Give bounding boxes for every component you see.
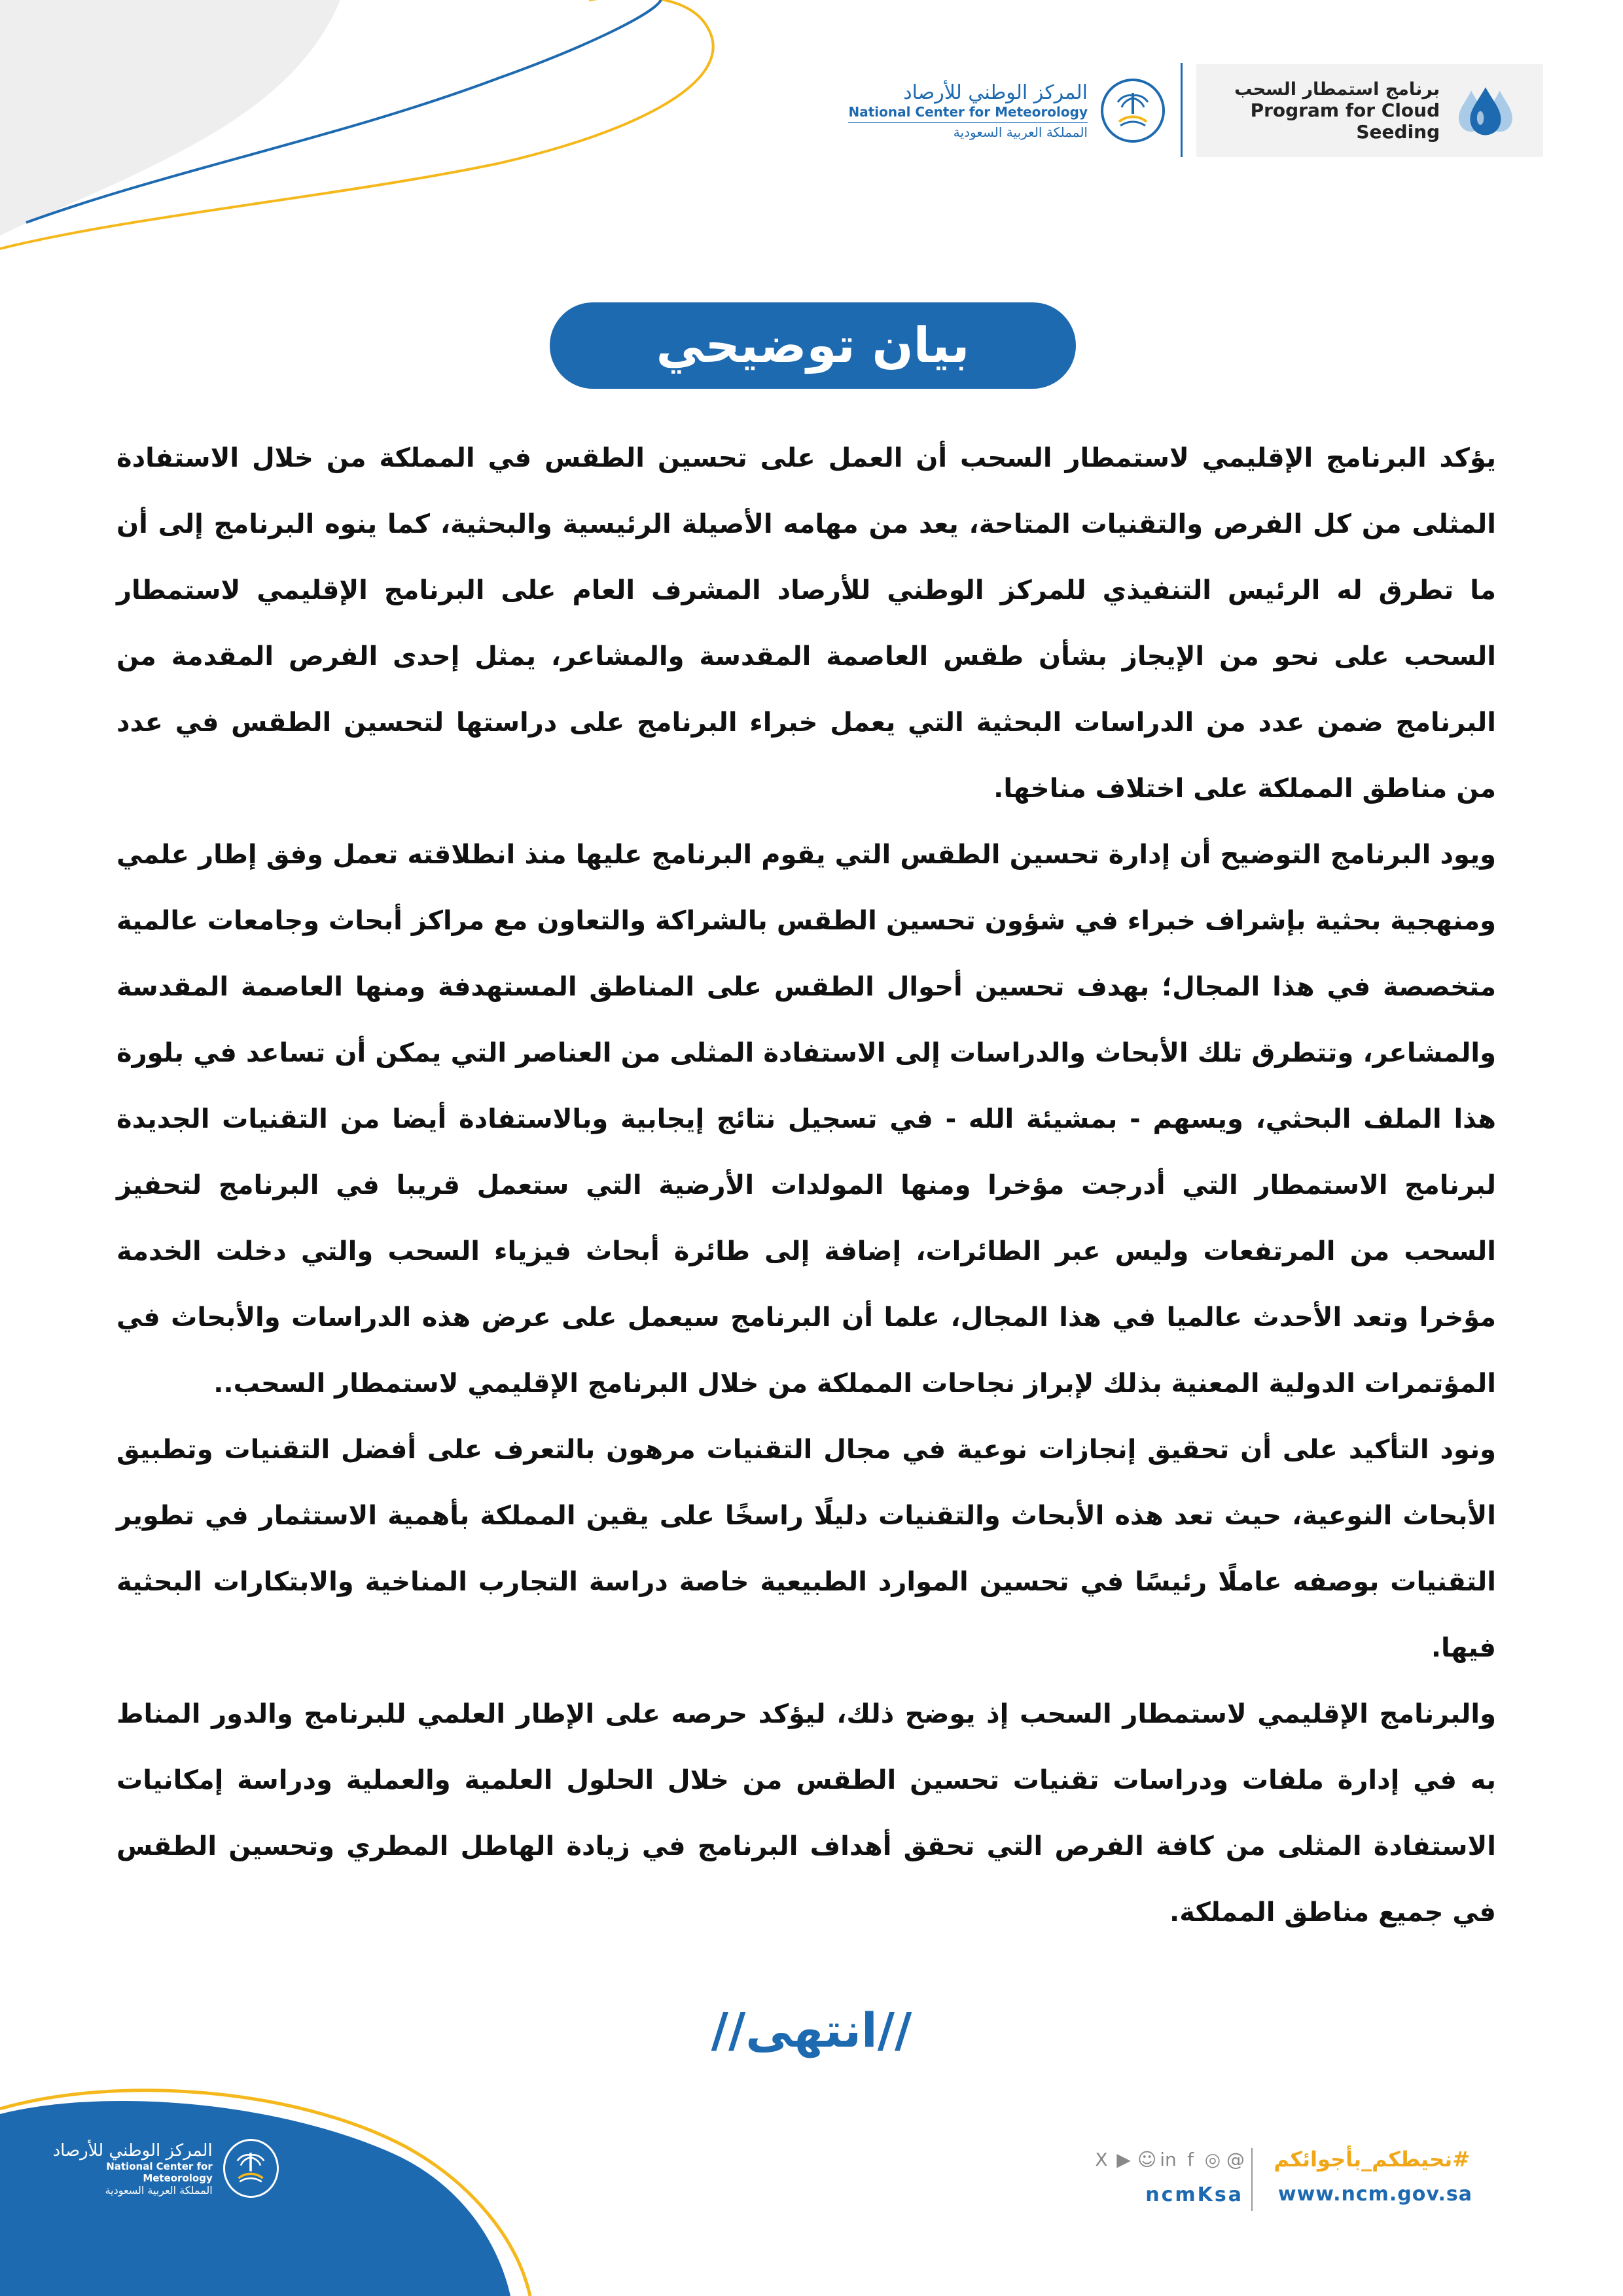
social-icons — [1041, 2147, 1243, 2172]
facebook-icon[interactable]: f — [1187, 2148, 1194, 2170]
header-divider — [1181, 63, 1183, 157]
footer-seal-icon — [223, 2139, 279, 2198]
footer-ncm-name-ar: المركز الوطني للأرصاد — [52, 2140, 213, 2161]
social-handle[interactable]: ncmKsa — [1145, 2183, 1243, 2206]
threads-icon[interactable]: @ — [1226, 2148, 1245, 2170]
ending-mark: //انتهى// — [711, 2003, 912, 2058]
cloud-seeding-name-en: Program for Cloud Seeding — [1250, 99, 1440, 143]
ncm-name-ar: المركز الوطني للأرصاد — [903, 81, 1088, 104]
ncm-country-ar: المملكة العربية السعودية — [848, 122, 1088, 140]
youtube-icon[interactable]: ▶ — [1116, 2148, 1131, 2170]
linkedin-icon[interactable]: in — [1160, 2148, 1177, 2170]
footer-ncm-logo — [43, 2139, 279, 2198]
cloud-seeding-logo — [1196, 64, 1543, 157]
instagram-icon[interactable]: ◎ — [1204, 2148, 1221, 2170]
footer-divider — [1251, 2148, 1253, 2211]
paragraph-3: ونود التأكيد على أن تحقيق إنجازات نوعية في مجال التقنيات مرهون بالتعرف على أفضل التقنيات وتطبيق الأبحاث النوعية، حيث تعد هذه الأبحاث والتقنيات دليلًا راسخًا على يقين المملكة بأهمية الاستثمار في تطوير التقنيات بوصفه عاملًا رئيسًا في تحسين الموارد الطبيعية خاصة دراسة التجارب المناخية والابتكارات البحثية فيها. — [116, 1435, 1496, 1663]
hashtag: #نحيطكم_بأجوائكم — [1274, 2147, 1470, 2172]
ncm-name-en: National Center for Meteorology — [848, 103, 1088, 120]
paragraph-2: ويود البرنامج التوضيح أن إدارة تحسين الطقس التي يقوم البرنامج عليها منذ انطلاقته تعمل وفق إطار علمي ومنهجية بحثية بإشراف خبراء في شؤون تحسين الطقس بالشراكة والتعاون مع مراكز أبحاث وجامعات عالمية متخصصة في هذا المجال؛ بهدف تحسين أحوال الطقس على المناطق المستهدفة ومنها العاصمة المقدسة والمشاعر، وتتطرق تلك الأبحاث والدراسات إلى الاستفادة المثلى من العناصر التي يمكن أن تساعد في بلورة هذا الملف البحثي، ويسهم - بمشيئة الله - في تسجيل نتائج إيجابية وبالاستفادة أيضا من التقنيات الجديدة لبرنامج الاستمطار التي أدرجت مؤخرا ومنها المولدات الأرضية التي ستعمل قريبا في البرنامج لتحفيز السحب من المرتفعات وليس عبر الطائرات، إضافة إلى طائرة أبحاث فيزياء السحب والتي دخلت الخدمة مؤخرا وتعد الأحدث عالميا في هذا المجال، علما أن البرنامج سيعمل على عرض هذه الدراسات والأبحاث في المؤتمرات الدولية المعنية بذلك لإبراز نجاحات المملكة من خلال البرنامج الإقليمي لاستمطار السحب.. — [116, 840, 1496, 1399]
website-link[interactable]: www.ncm.gov.sa — [1277, 2183, 1472, 2206]
footer-ncm-name-en: National Center for Meteorology — [106, 2160, 213, 2184]
snapchat-icon[interactable]: ☺ — [1137, 2148, 1157, 2170]
x-icon[interactable]: X — [1095, 2148, 1108, 2170]
paragraph-1: يؤكد البرنامج الإقليمي لاستمطار السحب أن العمل على تحسين الطقس في المملكة من خلال الاستفادة المثلى من كل الفرص والتقنيات المتاحة، يعد من مهامه الأصيلة الرئيسية والبحثية، كما ينوه البرنامج إلى أن ما تطرق له الرئيس التنفيذي للمركز الوطني للأرصاد المشرف العام على البرنامج الإقليمي لاستمطار السحب على نحو من الإيجاز بشأن طقس العاصمة المقدسة والمشاعر، يمثل إحدى الفرص المقدمة من البرنامج ضمن عدد من الدراسات البحثية التي يعمل خبراء البرنامج على دراستها لتحسين الطقس في عدد من مناطق المملكة على اختلاف مناخها. — [116, 443, 1496, 804]
cloud-drop-icon — [1454, 81, 1517, 140]
page-title: بيان توضيحي — [550, 302, 1076, 389]
ncm-seal-icon — [1101, 79, 1165, 143]
ncm-logo — [844, 63, 1165, 158]
footer-ncm-country-ar: المملكة العربية السعودية — [105, 2183, 213, 2197]
paragraph-4: والبرنامج الإقليمي لاستمطار السحب إذ يوضح ذلك، ليؤكد حرصه على الإطار العلمي للبرنامج والدور المناط به في إدارة ملفات ودراسات تقنيات تحسين الطقس من خلال الحلول العلمية والعملية ودراسة إمكانيات الاستفادة المثلى من كافة الفرص التي تحقق أهداف البرنامج في زيادة الهاطل المطري وتحسين الطقس في جميع مناطق المملكة. — [116, 1699, 1496, 1928]
statement-body — [116, 425, 1496, 1946]
cloud-seeding-name-ar: برنامج استمطار السحب — [1234, 79, 1440, 99]
